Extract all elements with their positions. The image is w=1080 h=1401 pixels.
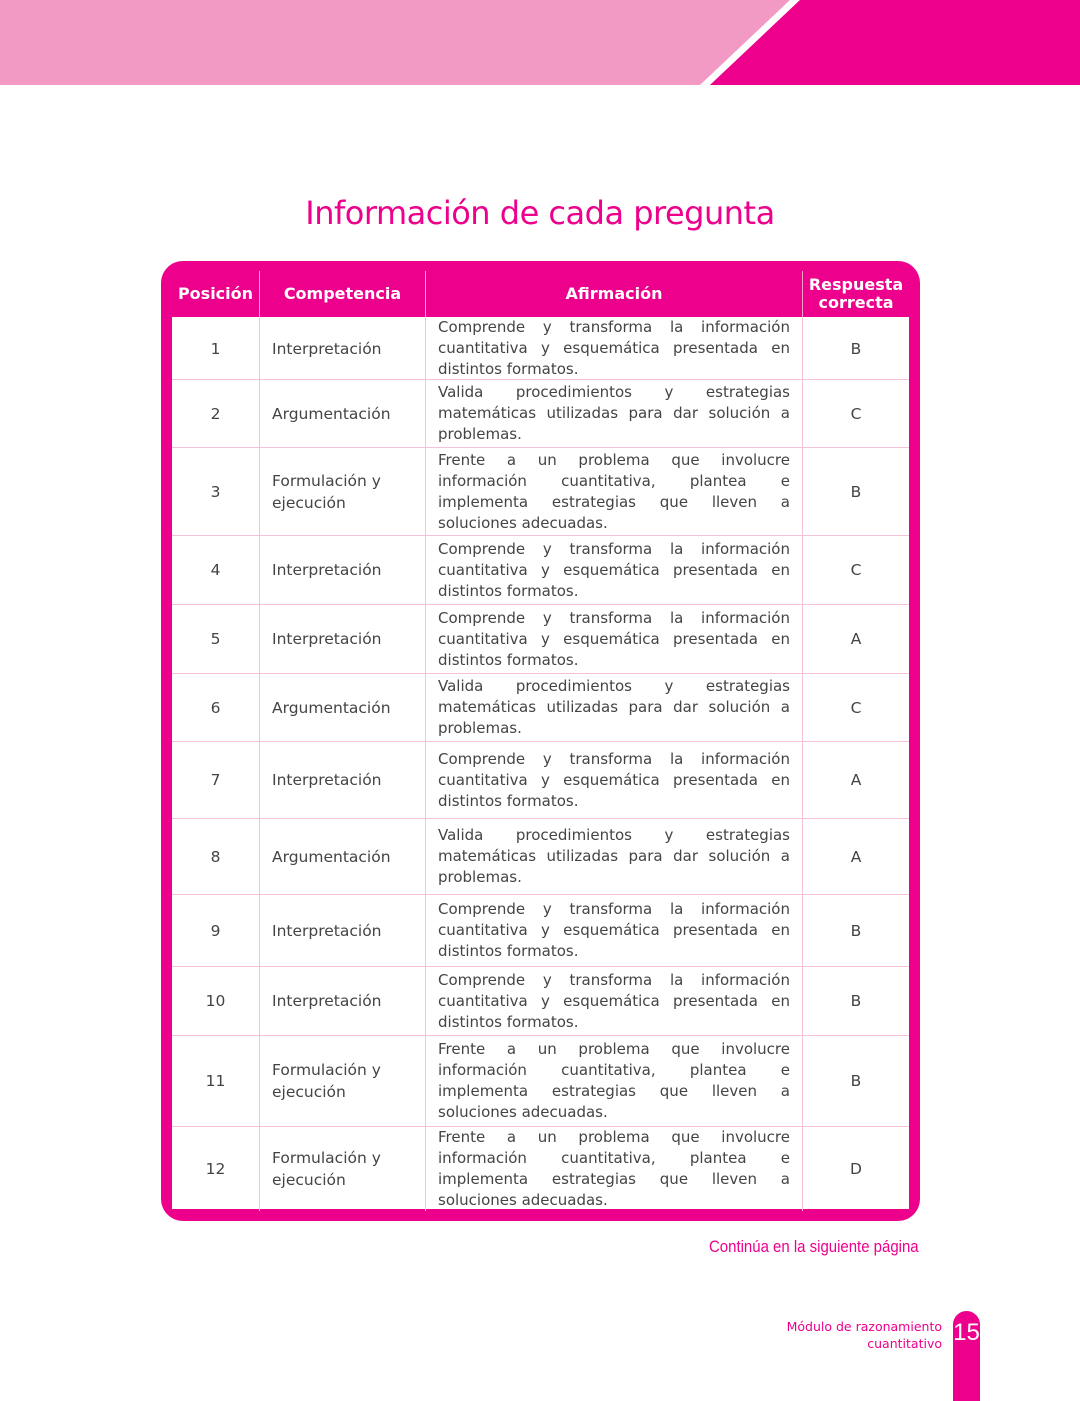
table-row <box>172 1126 909 1209</box>
position-cell: 12 <box>205 1160 226 1178</box>
position-cell: 6 <box>210 698 221 717</box>
table-body <box>172 317 909 1209</box>
statement-cell: Valida procedimientos y estrategias matemáticas utilizadas para dar solución a problemas. <box>425 674 802 741</box>
competence-cell: Argumentación <box>259 380 425 447</box>
competence-cell: Argumentación <box>259 674 425 741</box>
competence-cell: Formulación y ejecución <box>259 1127 425 1211</box>
statement-cell: Frente a un problema que involucre información cuantitativa, plantea e implementa estrategias que lleven a soluciones adecuadas. <box>425 1036 802 1126</box>
answer-cell: B <box>802 895 909 966</box>
position-cell: 1 <box>210 339 221 358</box>
position-cell: 9 <box>210 921 221 940</box>
table-row <box>172 535 909 604</box>
statement-cell: Comprende y transforma la información cuantitativa y esquemática presentada en distintos formatos. <box>425 605 802 673</box>
statement-cell: Comprende y transforma la información cuantitativa y esquemática presentada en distintos formatos. <box>425 742 802 818</box>
answer-cell: B <box>802 448 909 535</box>
answer-cell: A <box>802 819 909 894</box>
page-number: 15 <box>953 1311 980 1401</box>
table-row <box>172 447 909 535</box>
competence-cell: Interpretación <box>259 536 425 604</box>
table-row <box>172 317 909 379</box>
header-statement: Afirmación <box>425 271 802 317</box>
competence-cell: Interpretación <box>259 895 425 966</box>
answer-cell: C <box>802 674 909 741</box>
answer-cell: A <box>802 605 909 673</box>
competence-cell: Argumentación <box>259 819 425 894</box>
module-line-1: Módulo de razonamiento <box>786 1319 942 1334</box>
answer-cell: A <box>802 742 909 818</box>
competence-cell: Interpretación <box>259 317 425 380</box>
answer-cell: B <box>802 317 909 380</box>
table-row <box>172 673 909 741</box>
table-row <box>172 966 909 1035</box>
statement-cell: Comprende y transforma la información cuantitativa y esquemática presentada en distintos formatos. <box>425 536 802 604</box>
table-row <box>172 604 909 673</box>
position-cell: 11 <box>205 1072 226 1090</box>
position-cell: 8 <box>210 847 221 866</box>
statement-cell: Frente a un problema que involucre información cuantitativa, plantea e implementa estrategias que lleven a soluciones adecuadas. <box>425 1127 802 1211</box>
position-cell: 10 <box>205 992 226 1010</box>
position-cell: 3 <box>210 482 221 501</box>
table-row <box>172 741 909 818</box>
statement-cell: Comprende y transforma la información cuantitativa y esquemática presentada en distintos formatos. <box>425 317 802 380</box>
competence-cell: Interpretación <box>259 742 425 818</box>
position-cell: 7 <box>210 771 221 789</box>
position-cell: 2 <box>210 404 221 423</box>
statement-cell: Comprende y transforma la información cuantitativa y esquemática presentada en distintos formatos. <box>425 895 802 966</box>
questions-table <box>161 261 920 1221</box>
competence-cell: Interpretación <box>259 605 425 673</box>
statement-cell: Frente a un problema que involucre información cuantitativa, plantea e implementa estrategias que lleven a soluciones adecuadas. <box>425 448 802 535</box>
header-answer: Respuesta correcta <box>802 271 909 317</box>
statement-cell: Comprende y transforma la información cuantitativa y esquemática presentada en distintos formatos. <box>425 967 802 1035</box>
table-row <box>172 894 909 966</box>
answer-cell: C <box>802 380 909 447</box>
header-competence: Competencia <box>259 271 425 317</box>
competence-cell: Interpretación <box>259 967 425 1035</box>
position-cell: 5 <box>210 630 221 648</box>
table-row <box>172 1035 909 1126</box>
header-position: Posición <box>177 284 254 303</box>
competence-cell: Formulación y ejecución <box>259 1036 425 1126</box>
answer-cell: B <box>802 967 909 1035</box>
position-cell: 4 <box>210 561 221 579</box>
continue-note: Continúa en la siguiente página <box>709 1237 919 1256</box>
page-title: Información de cada pregunta <box>305 194 775 232</box>
table-header <box>172 271 909 317</box>
table-row <box>172 818 909 894</box>
answer-cell: D <box>802 1127 909 1211</box>
statement-cell: Valida procedimientos y estrategias matemáticas utilizadas para dar solución a problemas. <box>425 819 802 894</box>
table-row <box>172 379 909 447</box>
answer-cell: C <box>802 536 909 604</box>
competence-cell: Formulación y ejecución <box>259 448 425 535</box>
answer-cell: B <box>802 1036 909 1126</box>
module-name <box>787 1318 942 1352</box>
module-line-2: cuantitativo <box>867 1336 942 1351</box>
statement-cell: Valida procedimientos y estrategias matemáticas utilizadas para dar solución a problemas. <box>425 380 802 447</box>
